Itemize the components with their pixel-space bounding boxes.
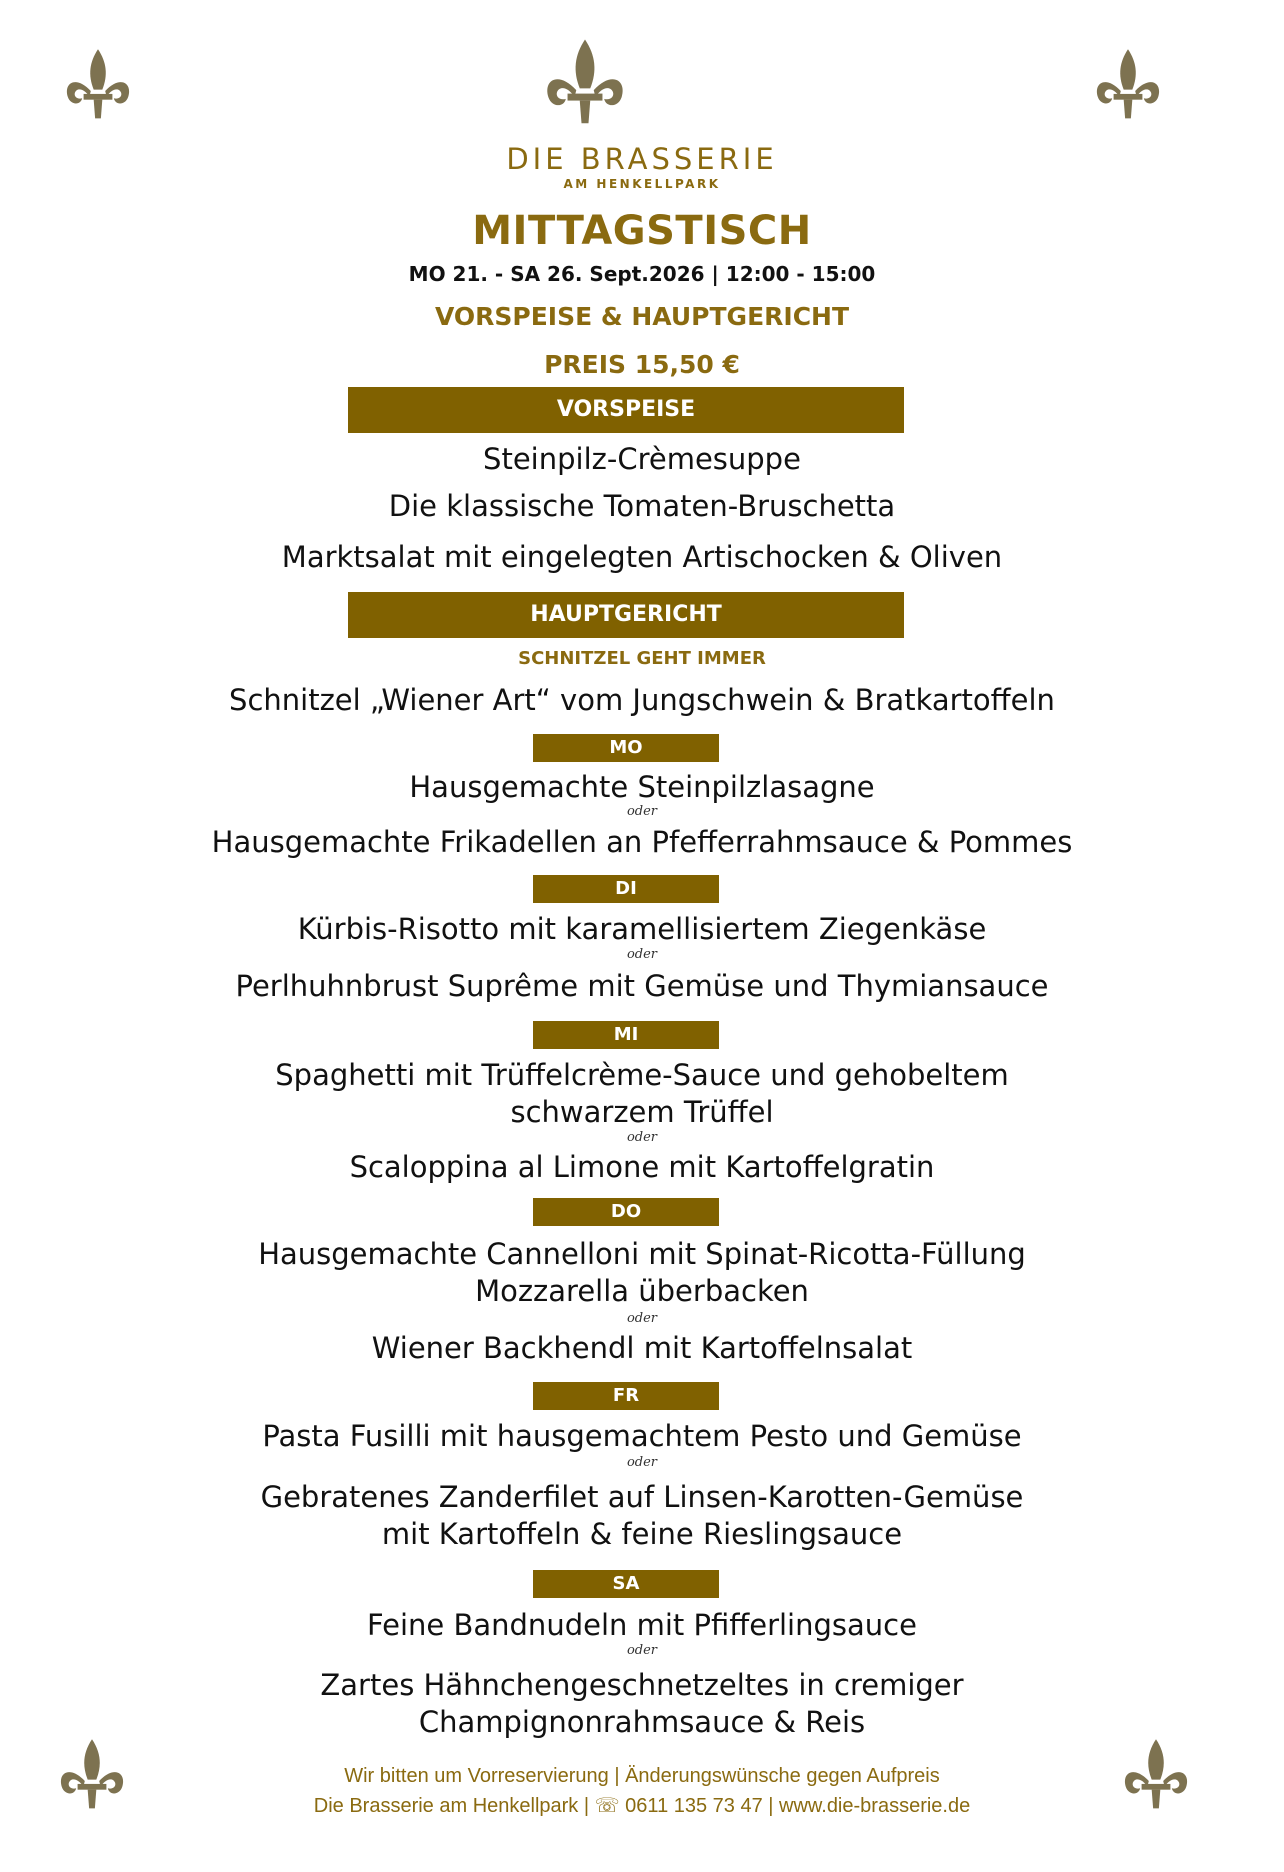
starter-item: Die klassische Tomaten-Bruschetta: [388, 489, 896, 523]
price: PREIS 15,50 €: [544, 350, 740, 379]
oder-label: oder: [626, 1643, 658, 1658]
dish-item: Wiener Backhendl mit Kartoffelnsalat: [371, 1331, 913, 1365]
schnitzel-note: SCHNITZEL GEHT IMMER: [518, 648, 766, 669]
schnitzel-item: Schnitzel „Wiener Art“ vom Jungschwein & Bratkartoffeln: [229, 683, 1055, 717]
dish-item-cont: Mozzarella überbacken: [475, 1274, 809, 1308]
dish-item: Spaghetti mit Trüffelcrème-Sauce und gehobeltem: [275, 1058, 1009, 1092]
dish-item: Scaloppina al Limone mit Kartoffelgratin: [349, 1150, 935, 1184]
footer-note: Wir bitten um Vorreservierung | Änderungswünsche gegen Aufpreis: [344, 1765, 940, 1787]
dish-item: Pasta Fusilli mit hausgemachtem Pesto und Gemüse: [262, 1419, 1022, 1453]
day-bar-mi: MI: [533, 1021, 719, 1049]
date-range: MO 21. - SA 26. Sept.2026 | 12:00 - 15:00: [408, 262, 876, 286]
brand-name: DIE BRASSERIE: [506, 142, 778, 176]
starter-item: Marktsalat mit eingelegten Artischocken & Oliven: [281, 540, 1003, 574]
dish-item: Feine Bandnudeln mit Pfifferlingsauce: [367, 1608, 917, 1642]
day-bar-sa: SA: [533, 1570, 719, 1598]
oder-label: oder: [626, 804, 658, 819]
section-bar-hauptgericht: HAUPTGERICHT: [348, 592, 904, 638]
dish-item: Perlhuhnbrust Suprême mit Gemüse und Thymiansauce: [235, 969, 1049, 1003]
oder-label: oder: [626, 947, 658, 962]
dish-item: Zartes Hähnchengeschnetzeltes in cremiger: [320, 1668, 964, 1702]
oder-label: oder: [626, 1455, 658, 1470]
logo-fleur-de-lis-icon: [540, 36, 630, 132]
dish-item-cont: mit Kartoffeln & feine Rieslingsauce: [381, 1517, 903, 1551]
page-title: MITTAGSTISCH: [472, 208, 812, 254]
fleur-de-lis-icon: [1092, 44, 1164, 128]
brand-subtitle: AM HENKELLPARK: [563, 177, 721, 191]
day-bar-di: DI: [533, 875, 719, 903]
dish-item: Gebratenes Zanderfilet auf Linsen-Karotten-Gemüse: [260, 1480, 1024, 1514]
day-bar-fr: FR: [533, 1382, 719, 1410]
starter-item: Steinpilz-Crèmesuppe: [483, 442, 801, 476]
footer-contact: Die Brasserie am Henkellpark | ☏ 0611 135 73 47 | www.die-brasserie.de: [313, 1795, 971, 1817]
dish-item: Kürbis-Risotto mit karamellisiertem Ziegenkäse: [297, 912, 987, 946]
dish-item: Hausgemachte Cannelloni mit Spinat-Ricotta-Füllung: [258, 1237, 1026, 1271]
oder-label: oder: [626, 1130, 658, 1145]
dish-item: Hausgemachte Steinpilzlasagne: [409, 770, 875, 804]
dish-item: Hausgemachte Frikadellen an Pfefferrahmsauce & Pommes: [211, 825, 1073, 859]
menu-subtitle: VORSPEISE & HAUPTGERICHT: [434, 302, 850, 331]
dish-item-cont: Champignonrahmsauce & Reis: [418, 1705, 866, 1739]
fleur-de-lis-icon: [62, 44, 134, 128]
day-bar-mo: MO: [533, 734, 719, 762]
section-bar-vorspeise: VORSPEISE: [348, 387, 904, 433]
oder-label: oder: [626, 1311, 658, 1326]
dish-item-cont: schwarzem Trüffel: [510, 1095, 774, 1129]
day-bar-do: DO: [533, 1198, 719, 1226]
